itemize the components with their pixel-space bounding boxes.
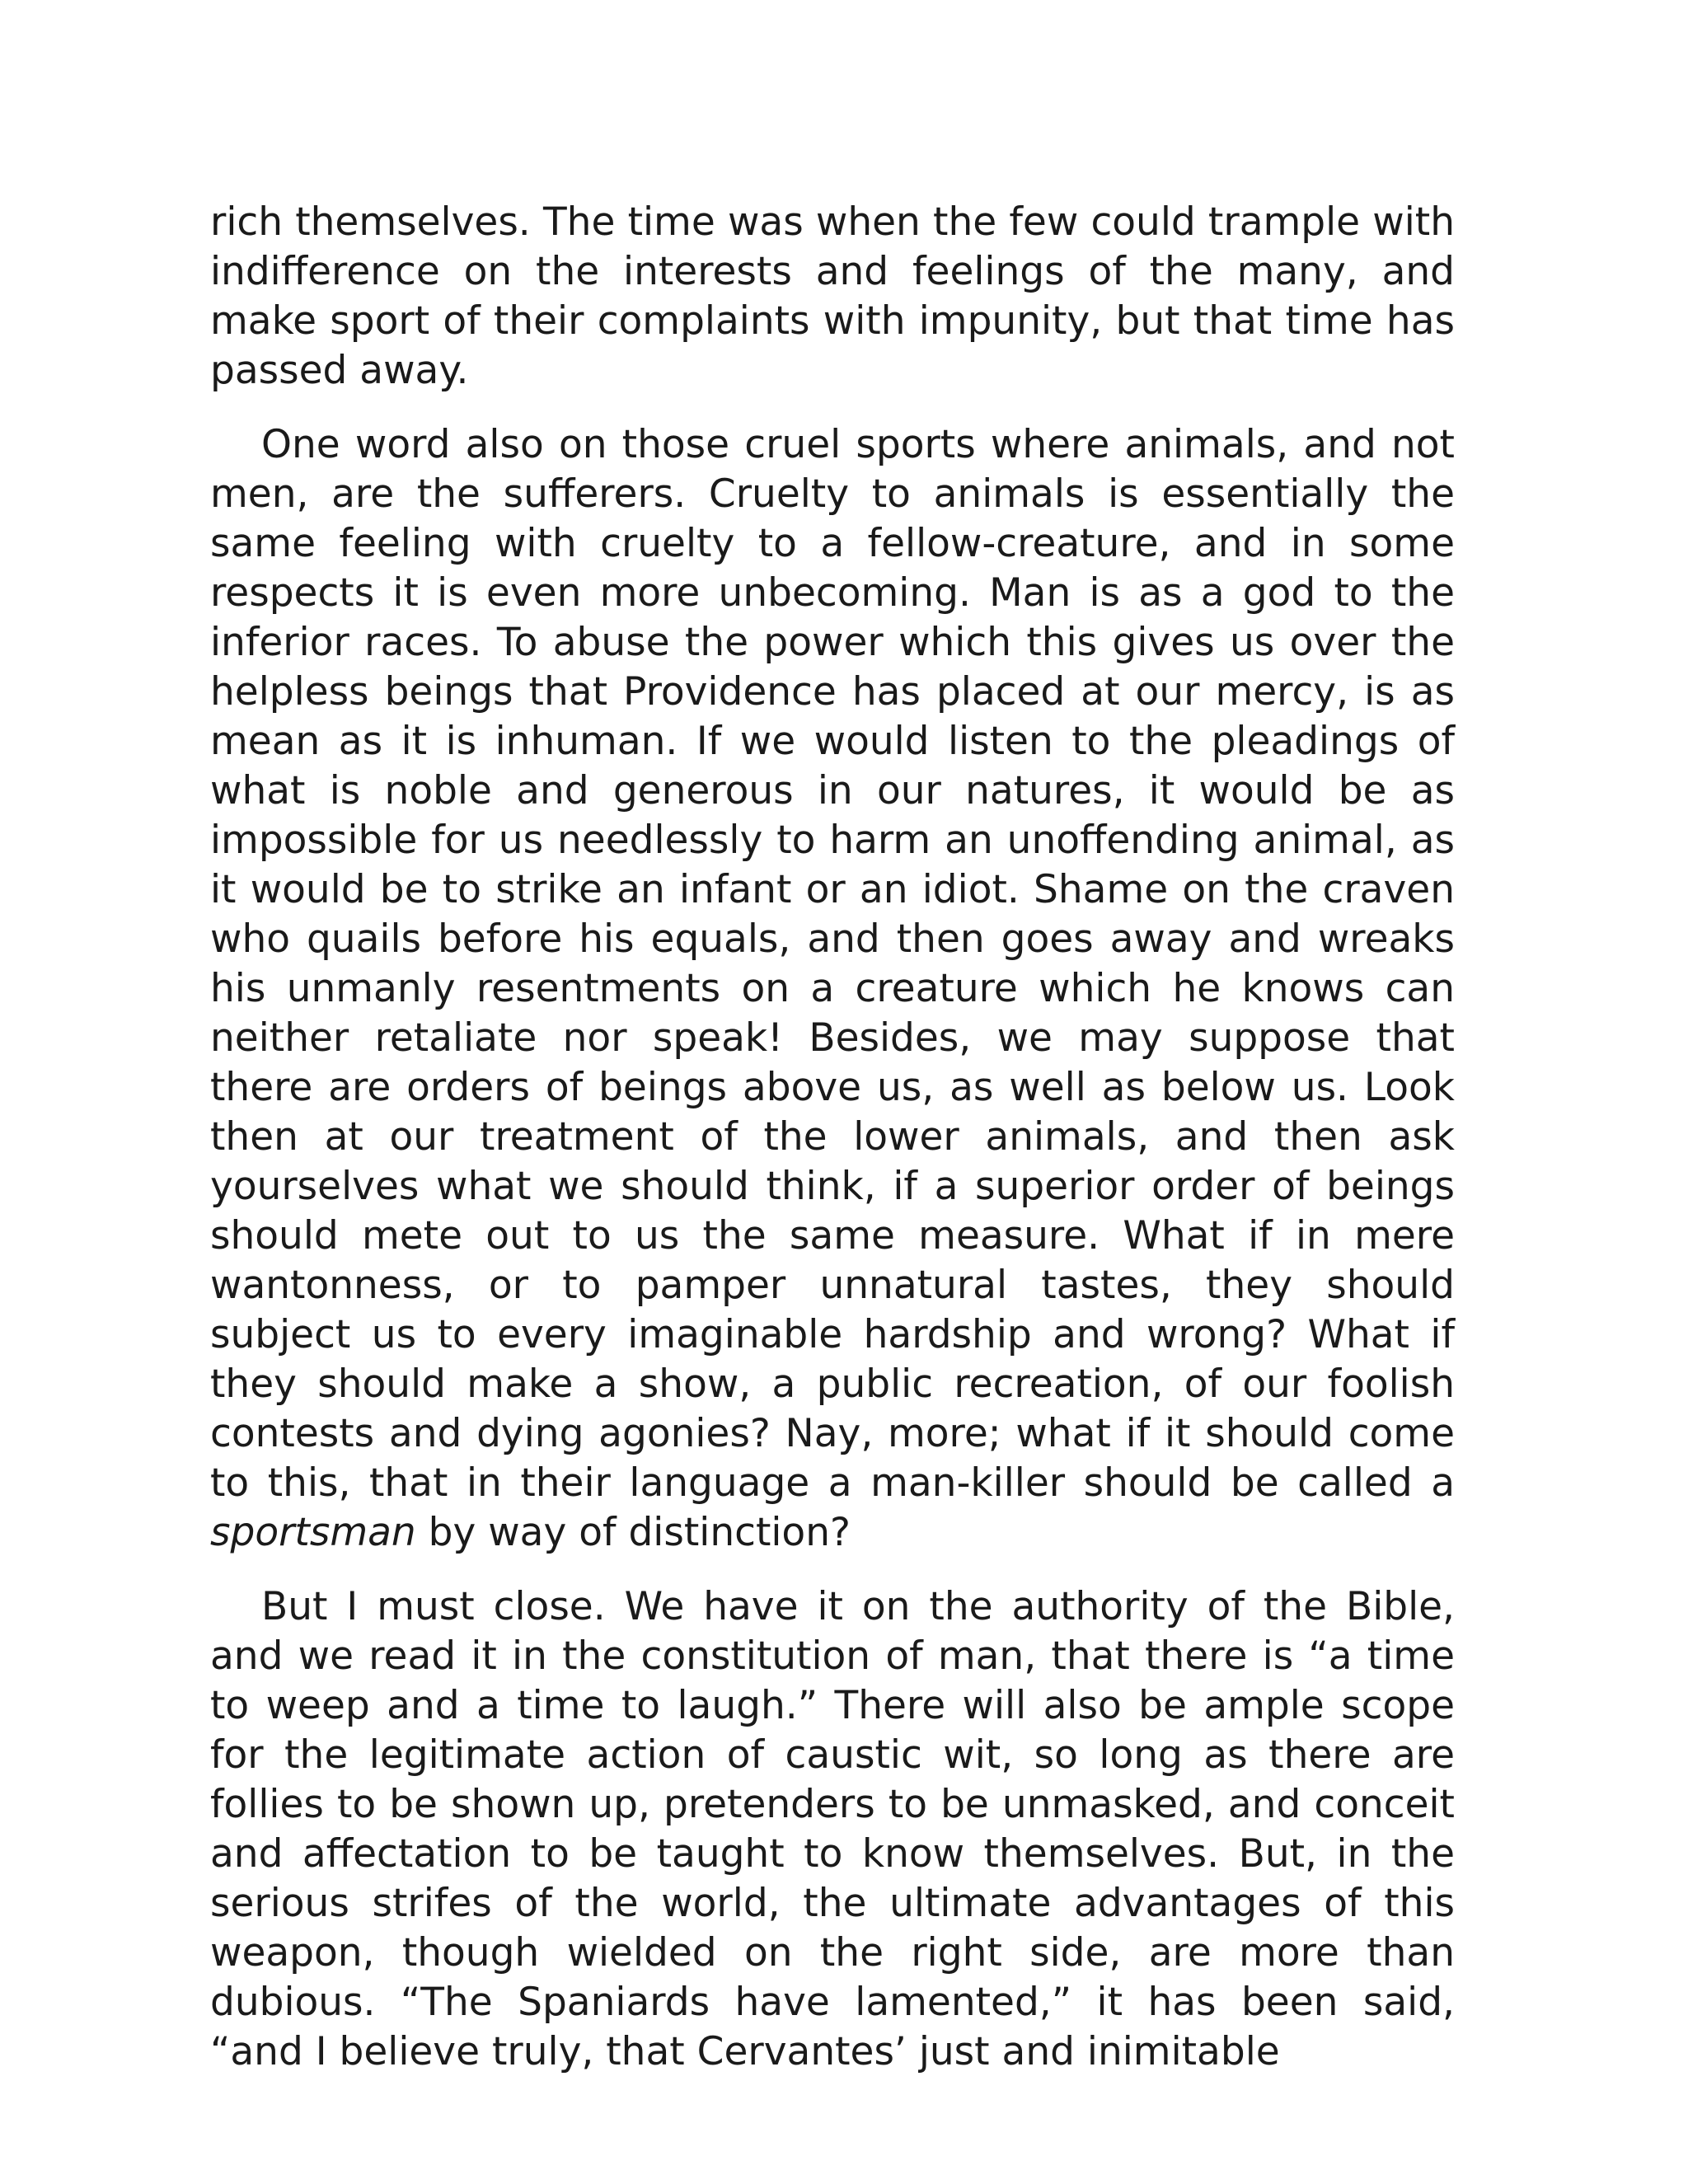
document-page <box>210 198 1455 2077</box>
paragraph-text: by way of distinction? <box>415 1510 851 1555</box>
paragraph-closing: But I must close. We have it on the authority of the Bible, and we read it in the constitution of man, that there is “a time to weep and a time to laugh.” There will also be ample scope for the legitimate action of caustic wit, so long as there are follies to be shown up, pretenders to be unmasked, and conceit and affectation to be taught to know themselves. But, in the serious strifes of the world, the ultimate advantages of this weapon, though wielded on the right side, are more than dubious. “The Spaniards have lamented,” it has been said, “and I believe truly, that Cervantes’ just and inimitable <box>210 1584 1455 2074</box>
paragraph-continued: rich themselves. The time was when the few could trample with indifference on the interests and feelings of the many, and make sport of their complaints with impunity, but that time has passed away. <box>210 199 1455 393</box>
paragraph-text: One word also on those cruel sports where animals, and not men, are the sufferers. Cruelty to animals is essentially the same feeling with cruelty to a fellow-creature, and in some respects it is even more unbecoming. Man is as a god to the inferior races. To abuse the power which this gives us over the helpless beings that Providence has placed at our mercy, is as mean as it is inhuman. If we would listen to the pleadings of what is noble and generous in our natures, it would be as impossible for us needlessly to harm an unoffending animal, as it would be to strike an infant or an idiot. Shame on the craven who quails before his equals, and then goes away and wreaks his unmanly resentments on a creature which he knows can neither retaliate nor speak! Besides, we may suppose that there are orders of beings above us, as well as below us. Look then at our treatment of the lower animals, and then ask yourselves what we should think, if a superior order of beings should mete out to us the same measure. What if in mere wantonness, or to pamper unnatural tastes, they should subject us to every imaginable hardship and wrong? What if they should make a show, a public recreation, of our foolish contests and dying agonies? Nay, more; what if it should come to this, that in their language a man-killer should be called a <box>210 422 1455 1506</box>
paragraph-cruel-sports <box>210 420 1455 1558</box>
emphasized-word: sportsman <box>210 1510 416 1555</box>
